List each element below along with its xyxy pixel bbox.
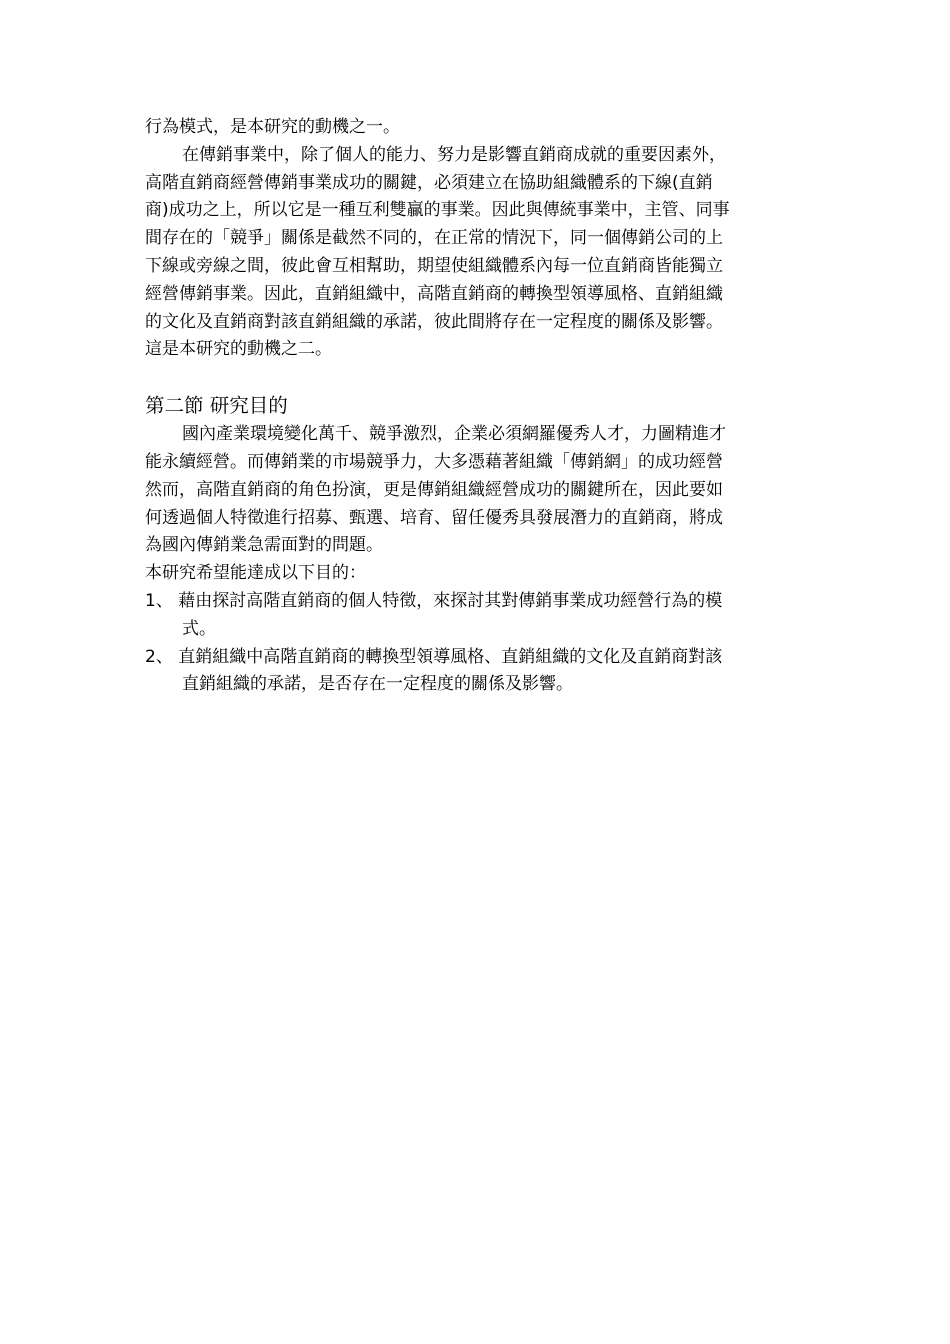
paragraph-line: 在傳銷事業中，除了個人的能力、努力是影響直銷商成就的重要因素外， bbox=[182, 144, 726, 165]
paragraph-line: 然而，高階直銷商的角色扮演，更是傳銷組織經營成功的關鍵所在，因此要如 bbox=[145, 479, 723, 500]
document-page bbox=[145, 114, 807, 699]
paragraph-line: 經營傳銷事業。因此，直銷組織中，高階直銷商的轉換型領導風格、直銷組織 bbox=[145, 283, 723, 304]
paragraph-line: 為國內傳銷業急需面對的問題。 bbox=[145, 535, 383, 556]
paragraph-line: 何透過個人特徵進行招募、甄選、培育、留任優秀具發展潛力的直銷商，將成 bbox=[145, 507, 723, 528]
paragraph-line: 能永續經營。而傳銷業的市場競爭力，大多憑藉著組織「傳銷網」的成功經營 bbox=[145, 451, 723, 472]
paragraph-gap bbox=[145, 364, 807, 391]
paragraph-line: 國內產業環境變化萬千、競爭激烈，企業必須網羅優秀人才，力圖精進才 bbox=[182, 424, 726, 445]
paragraph-line: 的文化及直銷商對該直銷組織的承諾，彼此間將存在一定程度的關係及影響。 bbox=[145, 311, 723, 332]
paragraph-line: 這是本研究的動機之二。 bbox=[145, 339, 332, 360]
objective-item bbox=[145, 644, 807, 700]
objective-line: 式。 bbox=[182, 618, 216, 639]
paragraph-line: 商)成功之上，所以它是一種互利雙贏的事業。因此與傳統事業中，主管、同事 bbox=[145, 200, 730, 221]
objective-line: 直銷組織的承諾，是否存在一定程度的關係及影響。 bbox=[182, 674, 573, 695]
objective-item bbox=[145, 588, 807, 644]
objectives-intro: 本研究希望能達成以下目的： bbox=[145, 563, 366, 584]
objective-line: 2、 直銷組織中高階直銷商的轉換型領導風格、直銷組織的文化及直銷商對該 bbox=[145, 646, 723, 667]
paragraph-line: 高階直銷商經營傳銷事業成功的關鍵，必須建立在協助組織體系的下線(直銷 bbox=[145, 172, 713, 193]
paragraph-line: 行為模式，是本研究的動機之一。 bbox=[145, 117, 400, 137]
objective-line: 1、 藉由探討高階直銷商的個人特徵，來探討其對傳銷事業成功經營行為的模 bbox=[145, 590, 723, 611]
section-heading: 第二節 研究目的 bbox=[145, 394, 288, 418]
paragraph-line: 下線或旁線之間，彼此會互相幫助，期望使組織體系內每一位直銷商皆能獨立 bbox=[145, 255, 723, 276]
paragraph-line: 間存在的「競爭」關係是截然不同的，在正常的情況下，同一個傳銷公司的上 bbox=[145, 228, 723, 249]
